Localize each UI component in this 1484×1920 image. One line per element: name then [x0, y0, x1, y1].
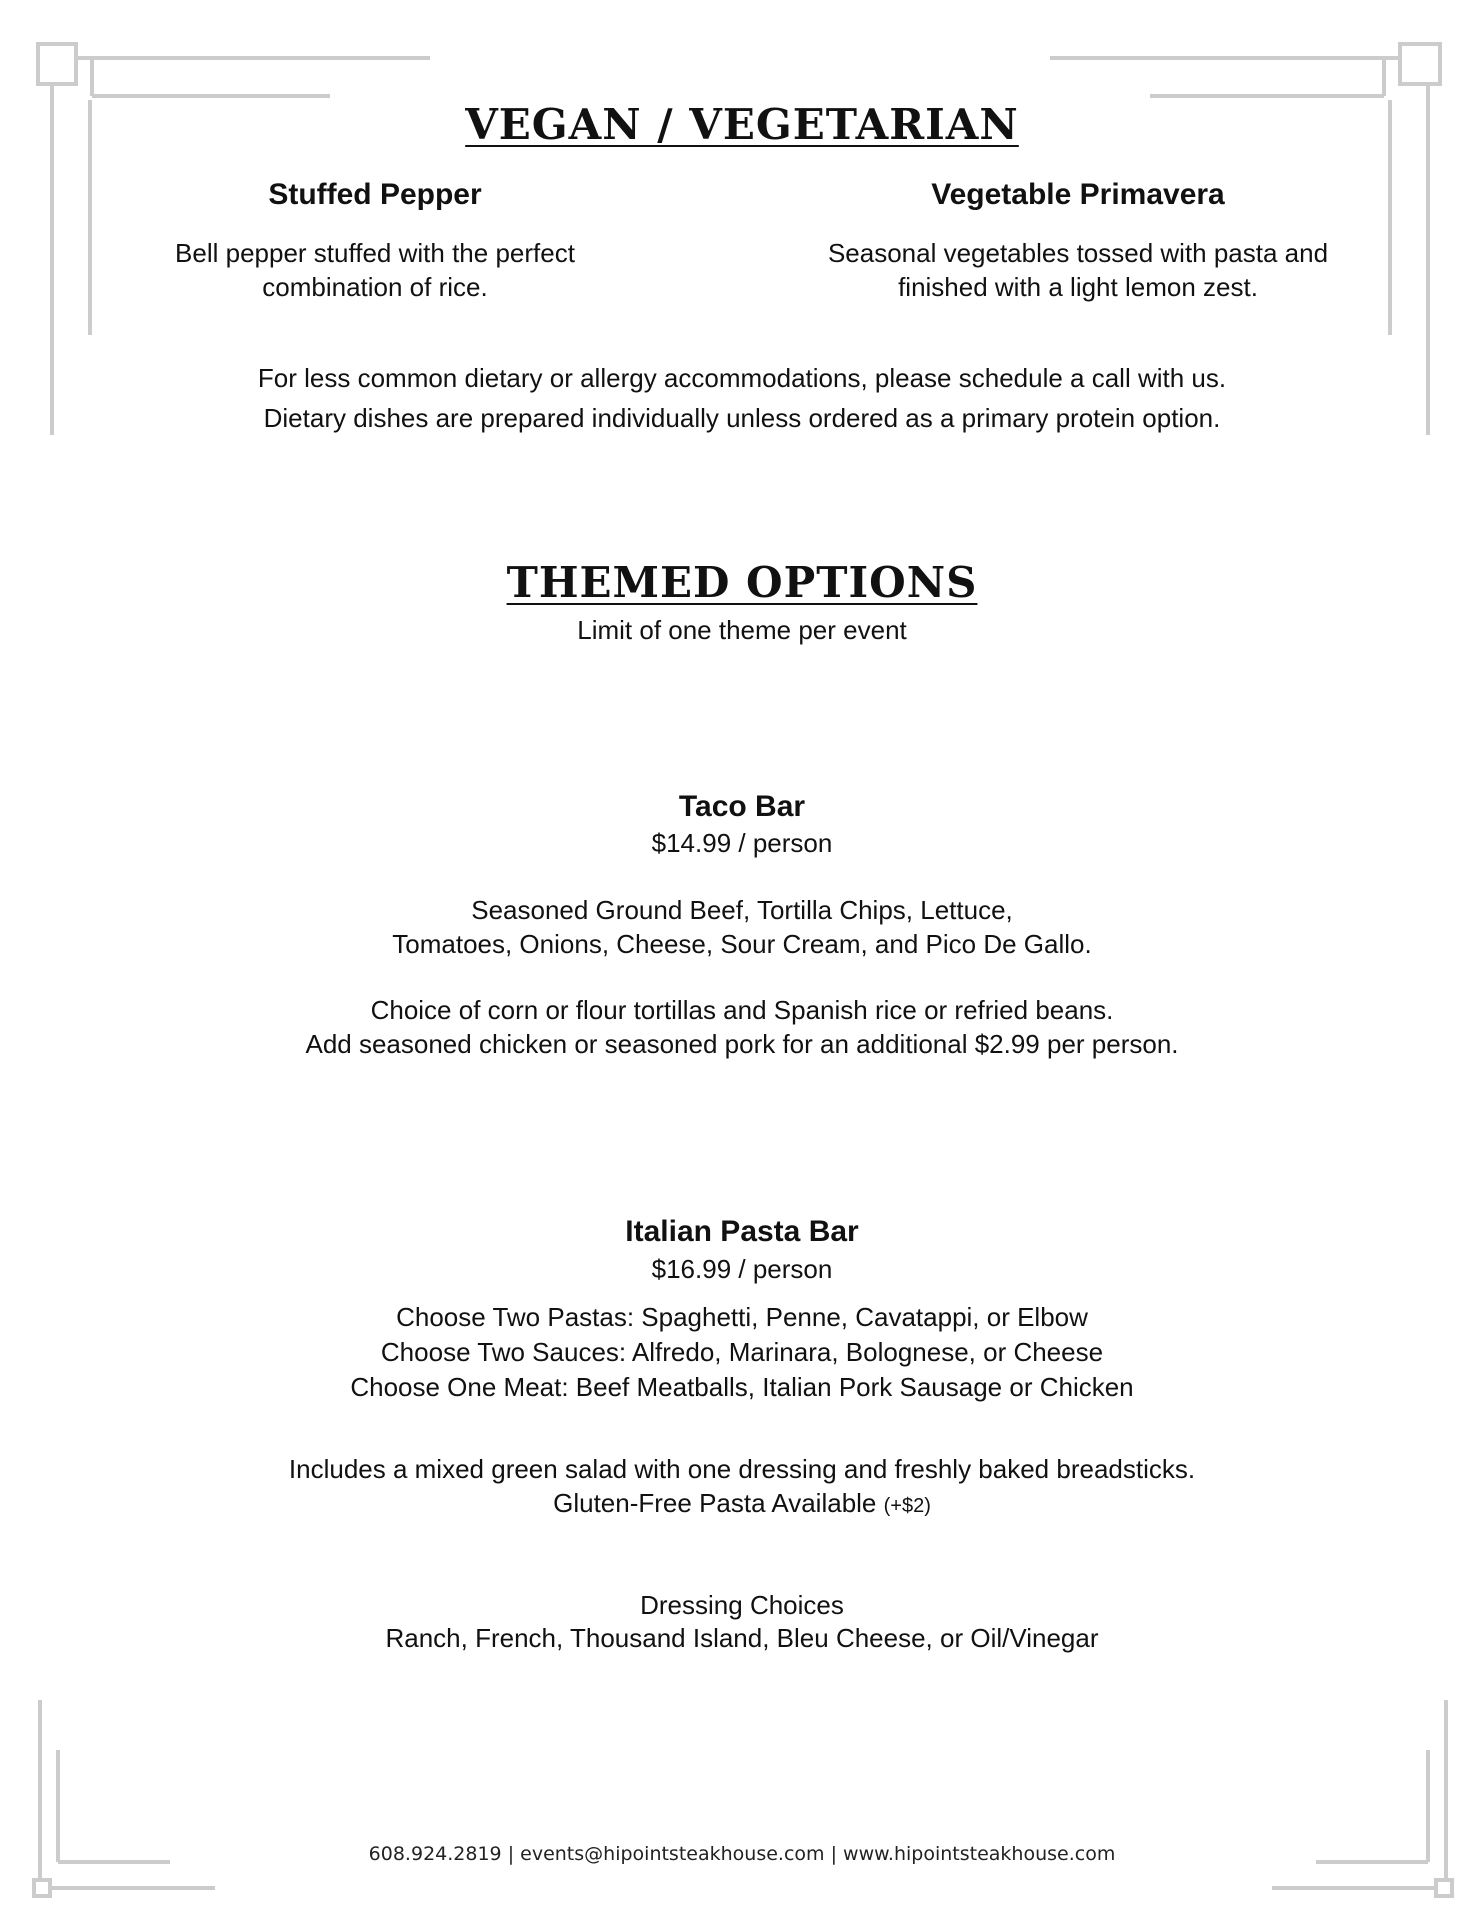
footer-website[interactable]: www.hipointsteakhouse.com [843, 1843, 1116, 1865]
vegetable-primavera-description [778, 236, 1378, 304]
dietary-note: Dietary dishes are prepared individually unless ordered as a primary protein option. [263, 403, 1221, 433]
footer-email[interactable]: events@hipointsteakhouse.com [520, 1843, 825, 1865]
ingredient-line: Seasoned Ground Beef, Tortilla Chips, Lettuce, [471, 895, 1013, 925]
gluten-free-text: Gluten-Free Pasta Available [553, 1488, 877, 1518]
taco-bar-ingredients [0, 893, 1484, 961]
footer-contact [0, 1843, 1484, 1865]
taco-bar-choices [0, 993, 1484, 1061]
gluten-free-line [0, 1486, 1484, 1523]
choose-line: Choose Two Sauces: Alfredo, Marinara, Bolognese, or Cheese [380, 1337, 1104, 1367]
description-line: Bell pepper stuffed with the perfect [175, 238, 575, 268]
taco-bar-name: Taco Bar [678, 790, 806, 823]
pasta-bar-price: $16.99 / person [651, 1254, 833, 1284]
pasta-bar-choose-list [0, 1300, 1484, 1405]
footer-phone: 608.924.2819 [368, 1843, 502, 1865]
stuffed-pepper-description [115, 236, 635, 304]
description-line: finished with a light lemon zest. [898, 272, 1258, 302]
top-left-corner-square [38, 44, 76, 84]
choose-line: Choose One Meat: Beef Meatballs, Italian Pork Sausage or Chicken [350, 1372, 1134, 1402]
vegetable-primavera-name: Vegetable Primavera [931, 178, 1225, 211]
bottom-right-corner-square [1436, 1880, 1452, 1896]
footer-separator: | [830, 1843, 837, 1865]
vegan-section-title: VEGAN / VEGETARIAN [465, 100, 1019, 149]
pasta-bar-name: Italian Pasta Bar [625, 1215, 859, 1248]
dietary-notes [0, 358, 1484, 438]
choice-line: Choice of corn or flour tortillas and Spanish rice or refried beans. [370, 995, 1114, 1025]
stuffed-pepper-card [115, 178, 635, 304]
top-right-corner-square [1400, 44, 1440, 84]
choice-line: Add seasoned chicken or seasoned pork for an additional $2.99 per person. [305, 1029, 1179, 1059]
themed-section-title: THEMED OPTIONS [506, 558, 978, 607]
vegetable-primavera-card [778, 178, 1378, 304]
footer-separator: | [507, 1843, 515, 1865]
bottom-left-corner-square [34, 1880, 50, 1896]
choose-line: Choose Two Pastas: Spaghetti, Penne, Cavatappi, or Elbow [396, 1302, 1088, 1332]
description-line: combination of rice. [262, 272, 488, 302]
pasta-bar-includes: Includes a mixed green salad with one dressing and freshly baked breadsticks. [288, 1454, 1196, 1484]
stuffed-pepper-name: Stuffed Pepper [268, 178, 482, 211]
gluten-free-price: (+$2) [883, 1495, 931, 1517]
description-line: Seasonal vegetables tossed with pasta and [827, 238, 1329, 268]
dressing-choices-list: Ranch, French, Thousand Island, Bleu Cheese, or Oil/Vinegar [385, 1623, 1099, 1653]
ingredient-line: Tomatoes, Onions, Cheese, Sour Cream, and Pico De Gallo. [392, 929, 1092, 959]
taco-bar-price: $14.99 / person [651, 828, 833, 858]
themed-subtitle: Limit of one theme per event [577, 615, 907, 645]
dietary-note: For less common dietary or allergy accommodations, please schedule a call with us. [257, 363, 1227, 393]
dressing-choices-title: Dressing Choices [640, 1590, 844, 1620]
